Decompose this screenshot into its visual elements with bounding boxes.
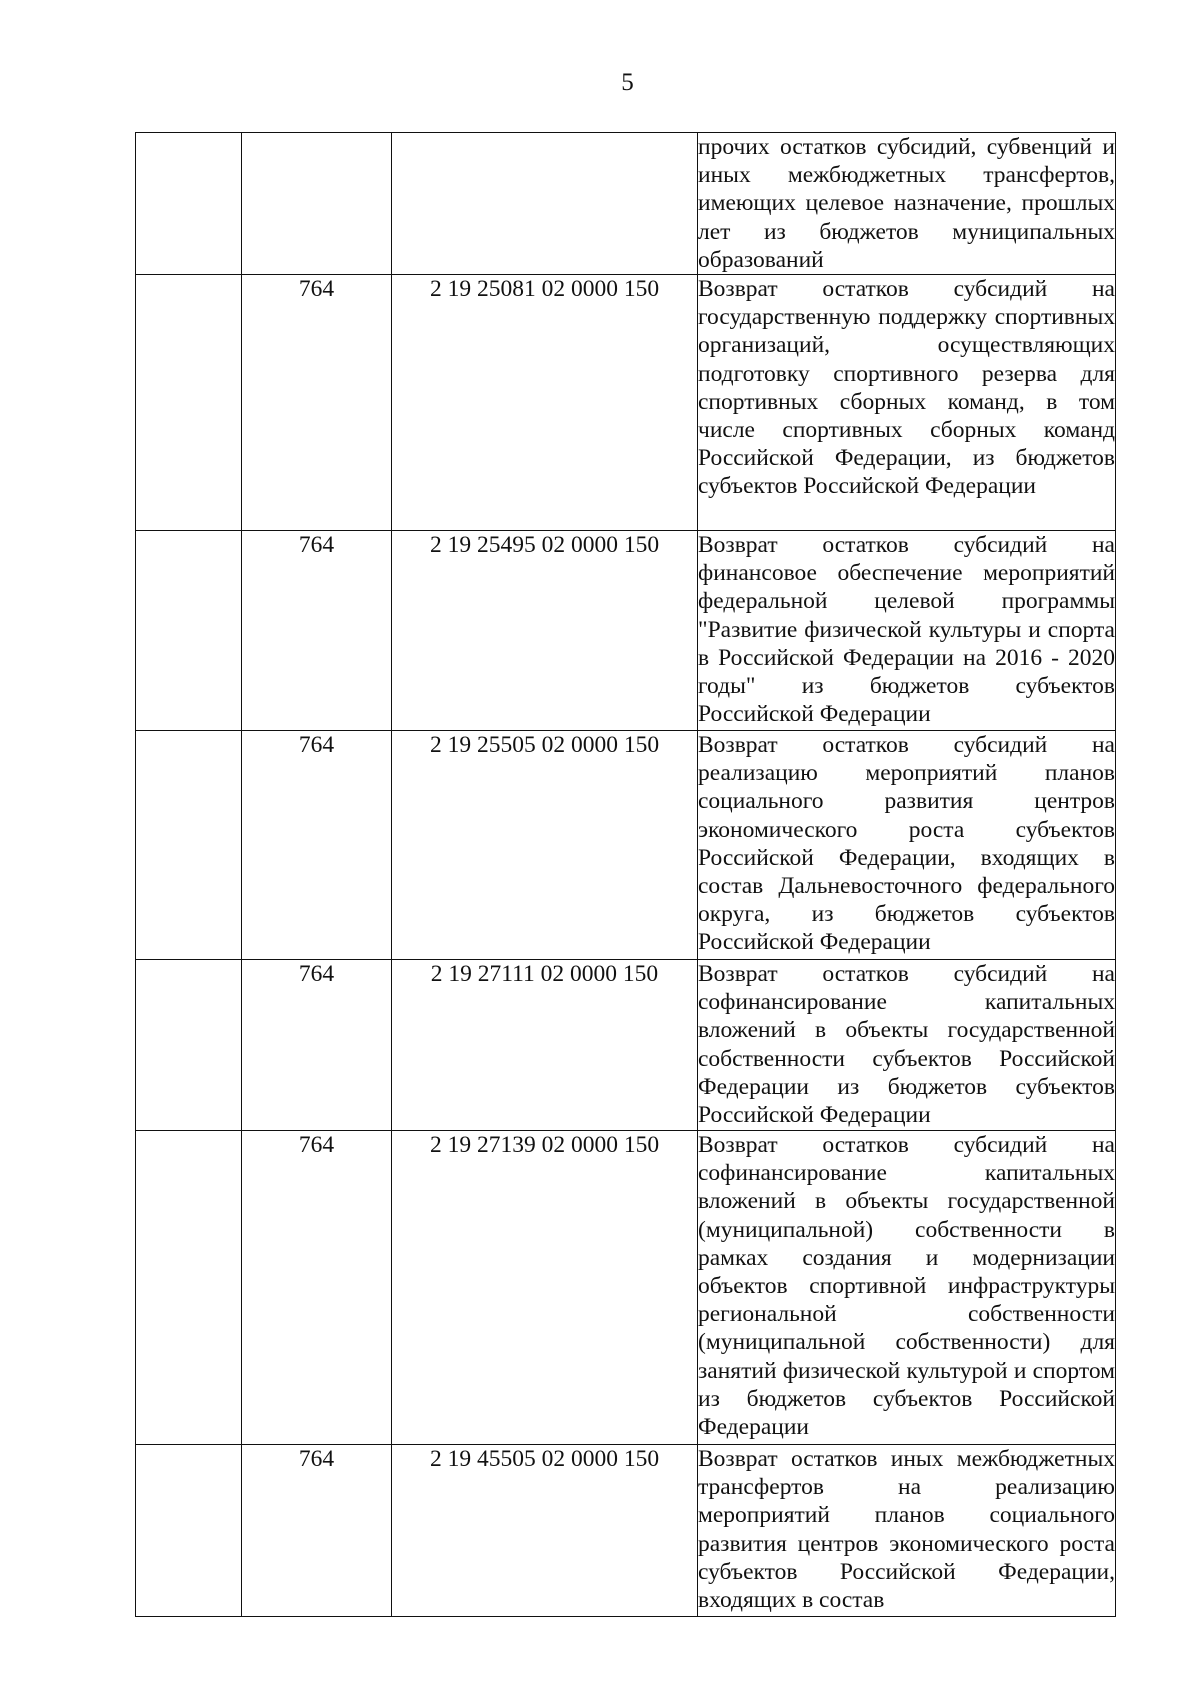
page-number: 5 — [621, 69, 634, 96]
admin-code-cell: 764 — [242, 1131, 392, 1445]
table-row — [136, 1445, 1116, 1617]
description-cell — [698, 1445, 1116, 1617]
row-number-cell — [136, 275, 242, 531]
row-number-cell — [136, 1131, 242, 1445]
description-cell — [698, 133, 1116, 275]
description-cell — [698, 731, 1116, 960]
description-text: Возврат остатков субсидий на реализацию мероприятий планов социального развития центров экономического роста субъектов Российской Федерации, входящих в состав Дальневосточного федерального округа, из бюджетов субъектов Российской Федерации — [698, 732, 1115, 956]
table-row — [136, 960, 1116, 1131]
description-cell — [698, 275, 1116, 531]
table-row — [136, 531, 1116, 731]
table-row — [136, 275, 1116, 531]
row-number-cell — [136, 1445, 242, 1617]
description-text: Возврат остатков субсидий на софинансирование капитальных вложений в объекты государственной собственности субъектов Российской Федерации из бюджетов субъектов Российской Федерации — [698, 961, 1115, 1129]
description-cell — [698, 1131, 1116, 1445]
row-number-cell — [136, 531, 242, 731]
table-row — [136, 1131, 1116, 1445]
budget-classification-table — [135, 132, 1116, 1617]
admin-code-cell: 764 — [242, 731, 392, 960]
kbk-code-cell: 2 19 27139 02 0000 150 — [392, 1131, 698, 1445]
admin-code-cell — [242, 133, 392, 275]
table-row — [136, 731, 1116, 960]
kbk-code-cell: 2 19 27111 02 0000 150 — [392, 960, 698, 1131]
description-cell — [698, 531, 1116, 731]
admin-code-cell: 764 — [242, 1445, 392, 1617]
description-cell — [698, 960, 1116, 1131]
admin-code-cell: 764 — [242, 531, 392, 731]
description-text: прочих остатков субсидий, субвенций и иных межбюджетных трансфертов, имеющих целевое назначение, прошлых лет из бюджетов муниципальных образований — [698, 134, 1115, 273]
admin-code-cell: 764 — [242, 960, 392, 1131]
kbk-code-cell: 2 19 25081 02 0000 150 — [392, 275, 698, 531]
kbk-code-cell: 2 19 25505 02 0000 150 — [392, 731, 698, 960]
row-number-cell — [136, 133, 242, 275]
admin-code-cell: 764 — [242, 275, 392, 531]
description-text: Возврат остатков субсидий на государственную поддержку спортивных организаций, осуществляющих подготовку спортивного резерва для спортивных сборных команд, в том числе спортивных сборных команд Российской Федерации, из бюджетов субъектов Российской Федерации — [698, 276, 1115, 500]
description-text: Возврат остатков иных межбюджетных трансфертов на реализацию мероприятий планов социального развития центров экономического роста субъектов Российской Федерации, входящих в состав — [698, 1446, 1115, 1614]
row-number-cell — [136, 731, 242, 960]
table-row — [136, 133, 1116, 275]
kbk-code-cell — [392, 133, 698, 275]
kbk-code-cell: 2 19 45505 02 0000 150 — [392, 1445, 698, 1617]
description-text: Возврат остатков субсидий на софинансирование капитальных вложений в объекты государственной (муниципальной) собственности в рамках создания и модернизации объектов спортивной инфраструктуры региональной собственности (муниципальной собственности) для занятий физической культурой и спортом из бюджетов субъектов Российской Федерации — [698, 1132, 1115, 1441]
kbk-code-cell: 2 19 25495 02 0000 150 — [392, 531, 698, 731]
row-number-cell — [136, 960, 242, 1131]
description-text: Возврат остатков субсидий на финансовое обеспечение мероприятий федеральной целевой программы "Развитие физической культуры и спорта в Российской Федерации на 2016 - 2020 годы" из бюджетов субъектов Российской Федерации — [698, 532, 1115, 728]
